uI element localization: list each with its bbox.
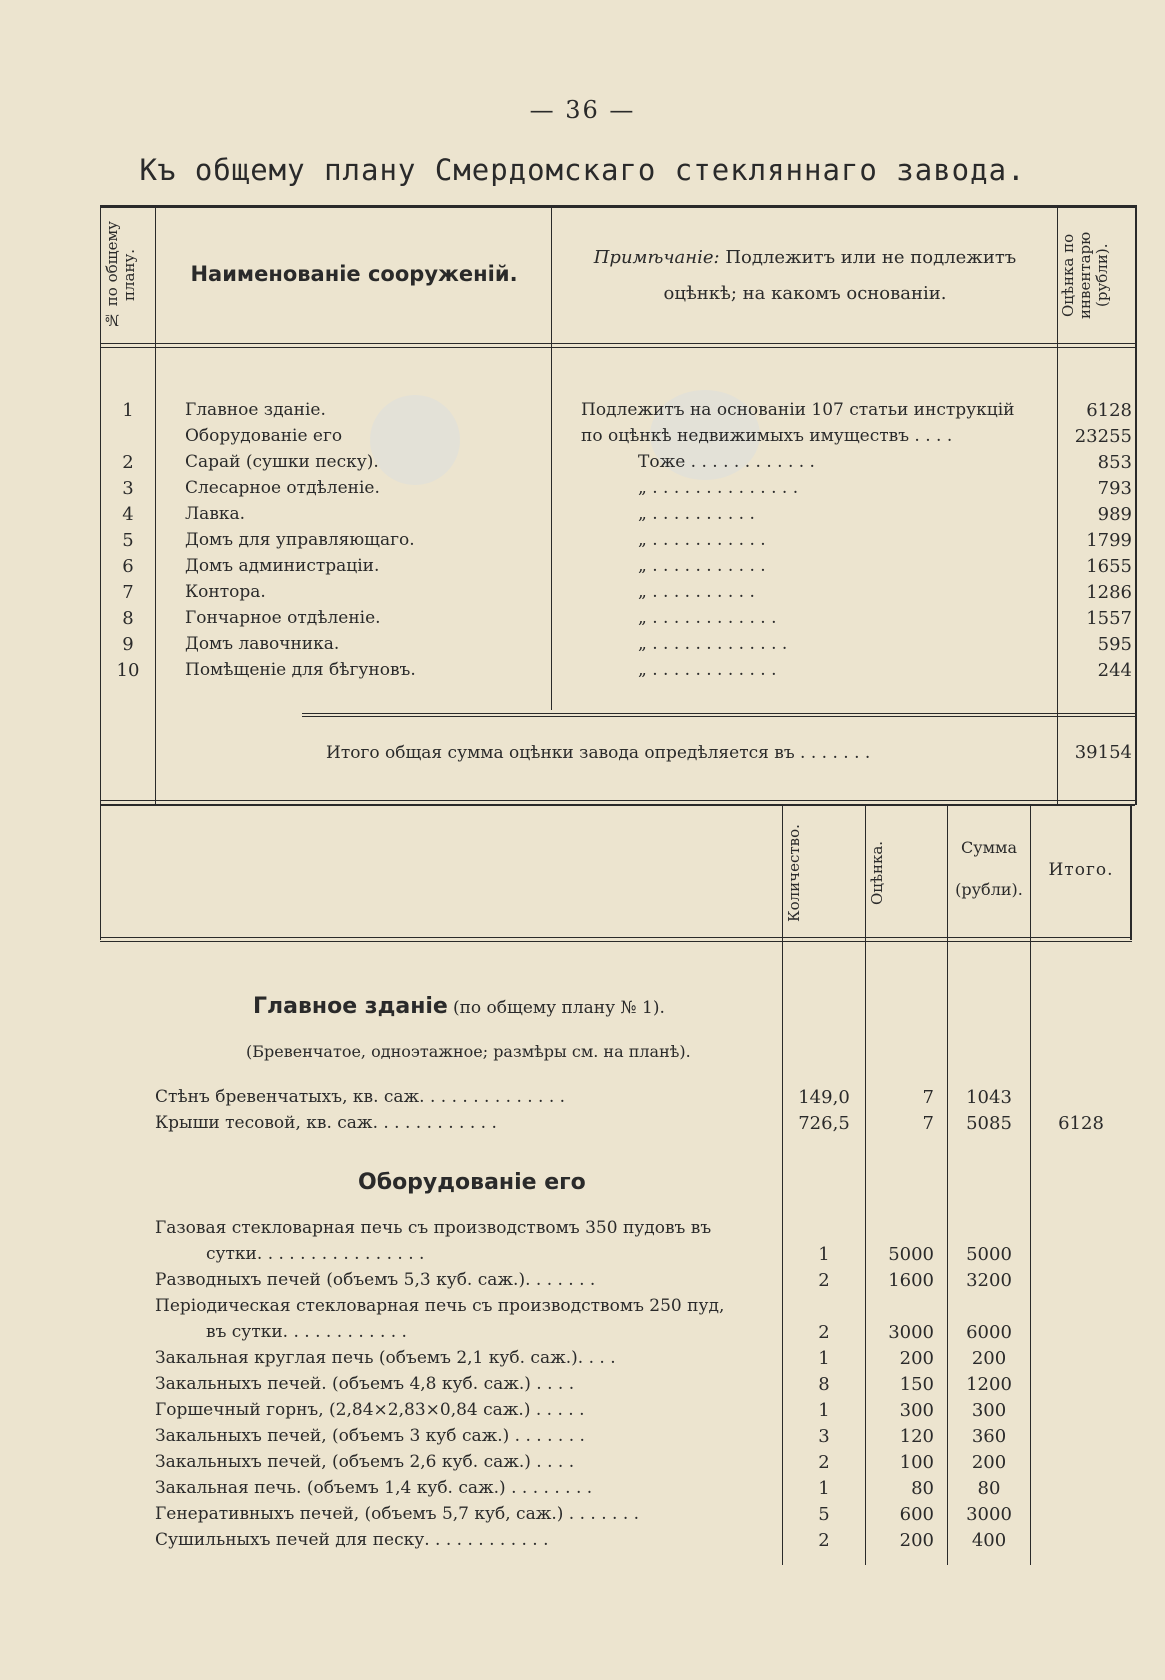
row-structure-name: Сарай (сушки песку).: [185, 452, 379, 472]
item-label: Горшечный горнъ, (2,84×2,83×0,84 саж.) . . . . .: [155, 1400, 585, 1420]
total-value: 39154: [1074, 742, 1132, 763]
row-plan-number: 4: [122, 504, 134, 525]
header-plan-number: № по общему плану.: [103, 221, 138, 329]
header-remark-line2: оцѣнкѣ; на какомъ основаніи.: [663, 283, 947, 304]
row-structure-name: Слесарное отдѣленіе.: [185, 478, 380, 498]
item-price: 100: [899, 1452, 934, 1473]
item-total: 6128: [1058, 1113, 1104, 1134]
row-plan-number: 6: [122, 556, 134, 577]
item-sum: 3200: [966, 1270, 1012, 1291]
item-quantity: 2: [818, 1452, 830, 1473]
item-label: Закальная круглая печь (объемъ 2,1 куб. саж.). . . .: [155, 1348, 616, 1368]
item-quantity: 1: [818, 1400, 830, 1421]
table2-col-sep: [782, 805, 783, 1565]
item-sum: 5085: [966, 1113, 1012, 1134]
item-sum: 400: [971, 1530, 1007, 1551]
row-value: 1655: [1086, 556, 1132, 577]
item-sum: 300: [971, 1400, 1007, 1421]
item-quantity: 2: [818, 1530, 830, 1551]
item-label-continued: сутки. . . . . . . . . . . . . . . .: [206, 1244, 425, 1264]
row-remark: „ . . . . . . . . . . .: [638, 556, 766, 576]
row-plan-number: 3: [122, 478, 134, 499]
row-value: 1799: [1086, 530, 1132, 551]
row-plan-number: 5: [122, 530, 134, 551]
item-sum: 6000: [966, 1322, 1012, 1343]
item-quantity: 1: [818, 1478, 830, 1499]
row-value: 6128: [1086, 400, 1132, 421]
row-remark: „ . . . . . . . . . . . . .: [638, 634, 788, 654]
row-structure-name: Главное зданіе.: [185, 400, 326, 420]
item-quantity: 2: [818, 1322, 830, 1343]
row-remark: „ . . . . . . . . . . . . . .: [638, 478, 799, 498]
item-label: Закальныхъ печей, (объемъ 2,6 куб. саж.) . . . .: [155, 1452, 575, 1472]
table1-col-sep: [155, 205, 156, 805]
item-label: Закальныхъ печей, (объемъ 3 куб саж.) . . . . . . .: [155, 1426, 585, 1446]
item-price: 1600: [888, 1270, 934, 1291]
table2-col-sep: [1030, 805, 1031, 1565]
section-subheading: (Бревенчатое, одноэтажное; размѣры см. на планѣ).: [246, 1042, 691, 1061]
section-equipment-heading: Оборудованіе его: [358, 1170, 586, 1195]
row-plan-number: 1: [122, 400, 134, 421]
item-price: 7: [922, 1087, 934, 1108]
row-structure-name: Контора.: [185, 582, 266, 602]
row-plan-number: 10: [116, 660, 140, 681]
row-structure-name: Оборудованіе его: [185, 426, 343, 446]
row-remark: „ . . . . . . . . . . . .: [638, 608, 777, 628]
item-quantity: 3: [818, 1426, 830, 1447]
table1-bottom-rule: [100, 804, 1135, 806]
table1-total-rule: [302, 713, 1135, 714]
section-heading: Главное зданіе: [253, 994, 448, 1019]
item-price: 120: [899, 1426, 934, 1447]
table1-header-rule: [100, 343, 1135, 344]
row-structure-name: Лавка.: [185, 504, 246, 524]
row-structure-name: Домъ для управляющаго.: [185, 530, 415, 550]
row-structure-name: Помѣщеніе для бѣгуновъ.: [185, 660, 416, 680]
item-price: 600: [899, 1504, 934, 1525]
item-price: 150: [899, 1374, 934, 1395]
item-sum: 3000: [966, 1504, 1012, 1525]
row-value: 1286: [1086, 582, 1132, 603]
item-price: 7: [922, 1113, 934, 1134]
item-price: 200: [899, 1530, 934, 1551]
item-label: Газовая стекловарная печь съ производствомъ 350 пудовъ въ: [155, 1218, 712, 1238]
row-plan-number: 2: [122, 452, 134, 473]
total-label: Итого общая сумма оцѣнки завода опредѣляется въ . . . . . . .: [326, 743, 871, 763]
item-price: 300: [899, 1400, 934, 1421]
item-label-continued: въ сутки. . . . . . . . . . . .: [206, 1322, 407, 1342]
row-remark: „ . . . . . . . . . . .: [638, 530, 766, 550]
header-remark-label: Примѣчаніе:: [593, 247, 720, 268]
item-quantity: 1: [818, 1244, 830, 1265]
row-remark: по оцѣнкѣ недвижимыхъ имуществъ . . . .: [581, 426, 953, 446]
row-remark: Тоже . . . . . . . . . . . .: [638, 452, 815, 472]
faint-stamp: [370, 395, 460, 485]
header-structure-name: Наименованіе сооруженій.: [190, 262, 518, 286]
table1-border-left: [100, 205, 101, 805]
row-value: 793: [1097, 478, 1132, 499]
header-price: Оцѣнка.: [868, 840, 886, 906]
row-structure-name: Гончарное отдѣленіе.: [185, 608, 381, 628]
item-label: Разводныхъ печей (объемъ 5,3 куб. саж.). . . . . . .: [155, 1270, 596, 1290]
header-remark-line1: Подлежитъ или не подлежитъ: [725, 247, 1017, 268]
item-label: Крыши тесовой, кв. саж. . . . . . . . . . . .: [155, 1113, 497, 1133]
item-sum: 1200: [966, 1374, 1012, 1395]
row-value: 853: [1097, 452, 1132, 473]
item-quantity: 5: [818, 1504, 830, 1525]
item-quantity: 726,5: [798, 1113, 850, 1134]
item-quantity: 1: [818, 1348, 830, 1369]
item-sum: 360: [971, 1426, 1007, 1447]
table2-header-rule: [100, 941, 1132, 942]
item-sum: 5000: [966, 1244, 1012, 1265]
item-quantity: 8: [818, 1374, 830, 1395]
header-quantity: Количество.: [785, 824, 803, 922]
row-plan-number: 7: [122, 582, 134, 603]
item-label: Генеративныхъ печей, (объемъ 5,7 куб, саж.) . . . . . . .: [155, 1504, 640, 1524]
section-main-building: [253, 994, 665, 1019]
header-value: Оцѣнка по инвентарю (рубли).: [1059, 231, 1111, 319]
section-heading-suffix: (по общему плану № 1).: [452, 998, 665, 1018]
item-quantity: 149,0: [798, 1087, 850, 1108]
row-structure-name: Домъ администраціи.: [185, 556, 380, 576]
row-remark: „ . . . . . . . . . . . .: [638, 660, 777, 680]
row-plan-number: 8: [122, 608, 134, 629]
row-value: 244: [1097, 660, 1132, 681]
item-label: Стѣнъ бревенчатыхъ, кв. саж. . . . . . . . . . . . . .: [155, 1087, 566, 1107]
table1-header-rule: [100, 347, 1135, 348]
item-label: Періодическая стекловарная печь съ производствомъ 250 пуд,: [155, 1296, 725, 1316]
table2-col-sep: [865, 805, 866, 1565]
row-value: 1557: [1086, 608, 1132, 629]
item-label: Закальная печь. (объемъ 1,4 куб. саж.) . . . . . . . .: [155, 1478, 593, 1498]
item-price: 3000: [888, 1322, 934, 1343]
item-label: Сушильныхъ печей для песку. . . . . . . . . . . .: [155, 1530, 549, 1550]
table1-total-rule: [302, 716, 1135, 717]
item-quantity: 2: [818, 1270, 830, 1291]
row-remark: Подлежитъ на основаніи 107 статьи инструкцій: [581, 400, 1015, 420]
item-sum: 200: [971, 1452, 1007, 1473]
item-price: 200: [899, 1348, 934, 1369]
item-sum: 1043: [966, 1087, 1012, 1108]
row-plan-number: 9: [122, 634, 134, 655]
row-value: 23255: [1074, 426, 1132, 447]
item-label: Закальныхъ печей. (объемъ 4,8 куб. саж.) . . . .: [155, 1374, 575, 1394]
table1-top-rule: [100, 205, 1135, 208]
row-remark: „ . . . . . . . . . .: [638, 504, 755, 524]
item-sum: 80: [977, 1478, 1001, 1499]
page-number: — 36 —: [529, 96, 636, 124]
row-value: 595: [1097, 634, 1132, 655]
header-sum: Сумма: [960, 838, 1018, 857]
row-remark: „ . . . . . . . . . .: [638, 582, 755, 602]
table2-header-rule: [100, 937, 1132, 938]
row-structure-name: Домъ лавочника.: [185, 634, 340, 654]
row-value: 989: [1097, 504, 1132, 525]
item-price: 5000: [888, 1244, 934, 1265]
table1-border-right: [1135, 205, 1137, 805]
item-sum: 200: [971, 1348, 1007, 1369]
table2-col-sep: [947, 805, 948, 1565]
item-price: 80: [911, 1478, 934, 1499]
header-total: Итого.: [1048, 860, 1114, 880]
table1-col-sep: [551, 205, 552, 710]
header-remark: [556, 240, 1054, 312]
header-sum-unit: (рубли).: [955, 880, 1023, 899]
table1-bottom-rule: [100, 800, 1135, 801]
page-title: Къ общему плану Смердомскаго стекляннаго завода.: [139, 153, 1026, 187]
table2-border-left: [100, 805, 101, 940]
